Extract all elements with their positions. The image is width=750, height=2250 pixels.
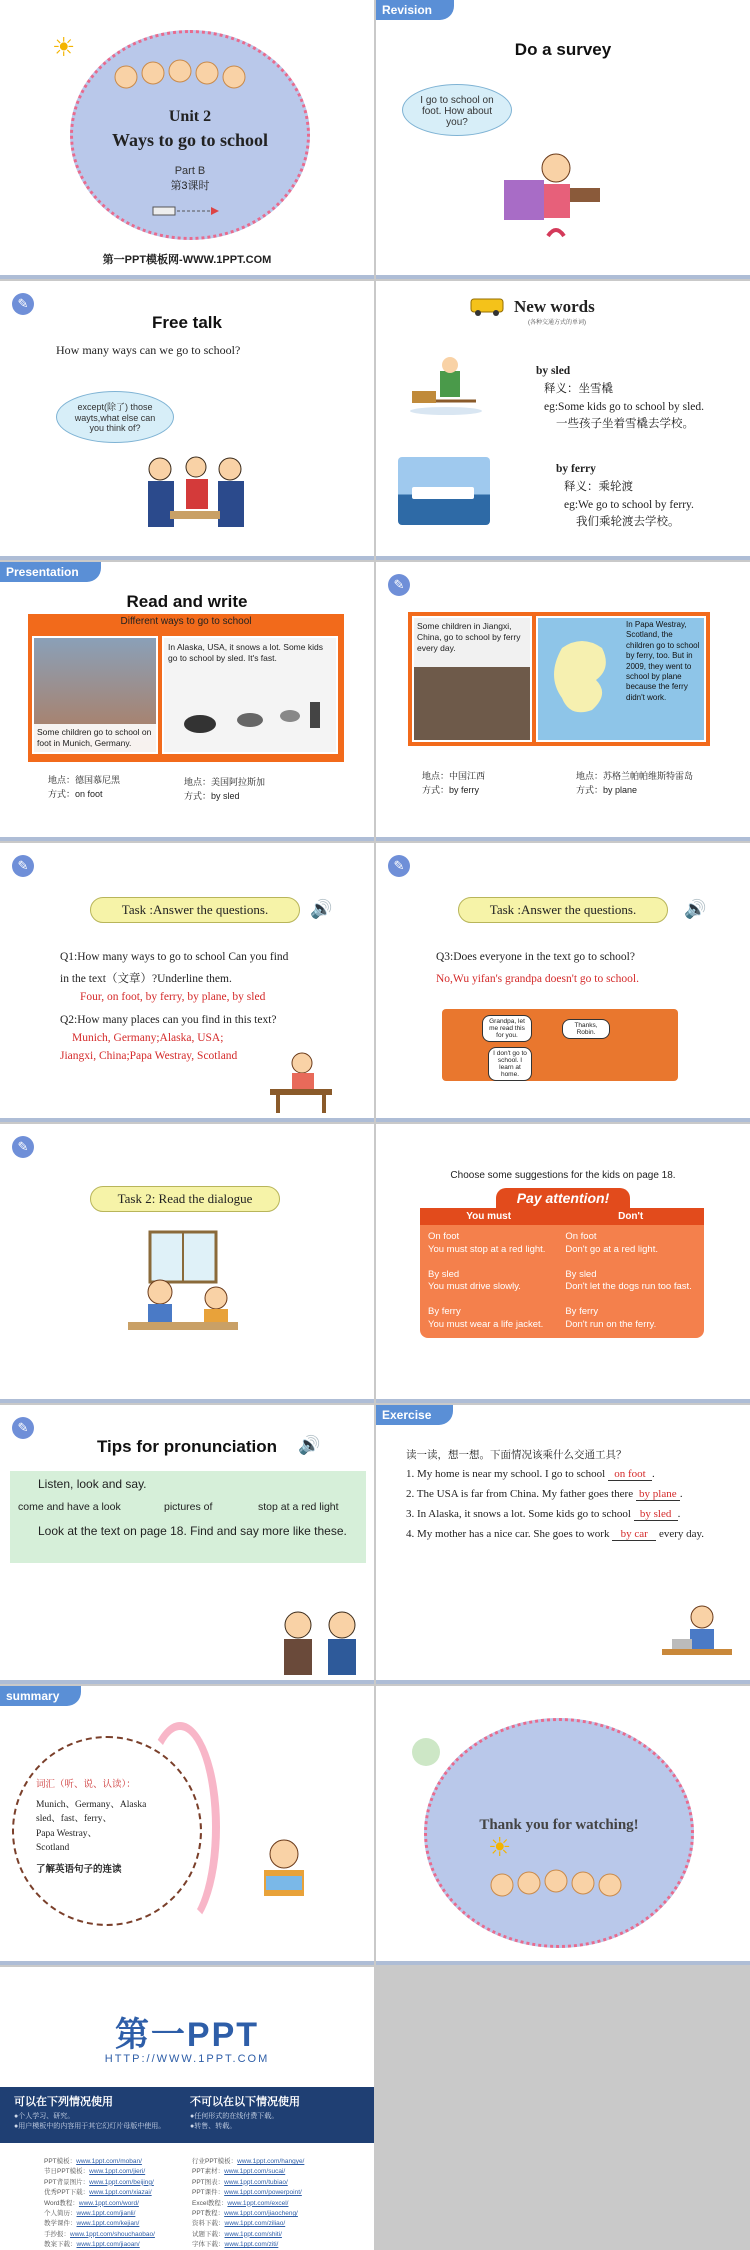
slide-free-talk [0,281,374,560]
slide-pronunciation [0,1405,374,1684]
link-row [44,2240,155,2250]
pay-instruction: Choose some suggestions for the kids on page 18. [450,1170,676,1181]
must-cell: By ferry You must wear a life jacket. [428,1306,544,1331]
student-desk-icon [266,1049,336,1115]
period-label: 第3课时 [170,180,210,192]
exercise-item: 1. My home is near my school. I go to school on foot . [406,1468,655,1480]
summary-line: Scotland [36,1842,70,1853]
free-talk-question: How many ways can we go to school? [56,343,241,357]
lesson-title: Ways to go to school [111,130,268,150]
divider [376,1399,750,1403]
link-url[interactable]: www.1ppt.com/tubiao/ [224,2178,288,2186]
speaker-icon[interactable]: 🔊 [298,1435,321,1455]
gear-icon: ✎ [12,1136,34,1158]
q1-text-cont: in the text（文章）?Underline them. [60,972,232,985]
ways-panel-title: Different ways to go to school [120,616,252,627]
cannot-use-item: ●转售、转载。 [190,2122,237,2130]
free-talk-title: Free talk [152,313,222,332]
ppt-logo: 第一PPT [114,2016,260,2054]
pay-table [420,1208,704,1338]
link-label: 优秀PPT下载： [44,2189,90,2197]
link-row [44,2219,155,2229]
scotland-map [536,616,706,742]
by-sled-translation: 一些孩子坐着雪橇去学校。 [556,418,694,431]
summary-tag: summary [0,1686,81,1706]
task1-label: Task :Answer the questions. [90,897,300,923]
link-label: 资料下载： [192,2220,225,2228]
link-url[interactable]: www.1ppt.com/sucai/ [224,2168,286,2176]
bubble-thanks: Thanks, Robin. [562,1019,610,1039]
q3-text: Q3:Does everyone in the text go to school? [436,951,635,963]
link-url[interactable]: www.1ppt.com/jieri/ [89,2168,146,2176]
kids-icon [111,55,261,95]
can-use-title: 可以在下列情况使用 [14,2096,113,2108]
link-label: Word教程： [44,2199,79,2207]
link-label: 行业PPT模板： [192,2158,238,2165]
dont-header: Don't [557,1208,704,1225]
pay-title: Pay attention! [496,1188,630,1208]
exercise-item: 3. In Alaska, it snows a lot. Some kids go to school by sled . [406,1508,681,1520]
summary-line: Munich、Germany、Alaska [36,1800,147,1810]
china-scotland-panel [408,612,710,746]
link-label: 试题下载： [192,2230,225,2238]
speaker-icon[interactable]: 🔊 [684,899,707,919]
scotland-place: 地点：苏格兰帕帕维斯特雷岛 [576,771,694,781]
by-ferry-example: eg:We go to school by ferry. [564,498,694,511]
link-label: PPT模板： [44,2158,77,2165]
slide-ppt-ad [0,1967,374,2250]
link-label: PPT教程： [192,2209,225,2217]
pencil-icon [151,201,221,221]
link-row [44,2230,155,2240]
a2-text-cont: Jiangxi, China;Papa Westray, Scotland [60,1050,238,1063]
link-url[interactable]: www.1ppt.com/excel/ [227,2199,289,2207]
link-row [192,2199,304,2209]
link-label: Excel教程： [192,2199,228,2207]
scotland-caption: In Papa Westray, Scotland, the children go to school by ferry, too. But in 2009, they went to school by plane because the ferry didn't work. [626,620,700,702]
slide-task2 [0,1124,374,1403]
pronunciation-strip [10,1471,366,1563]
divider [0,1961,374,1965]
task2-label: Task 2: Read the dialogue [90,1186,280,1212]
slide-cover [0,0,374,279]
link-url[interactable]: www.1ppt.com/powerpoint/ [224,2189,302,2197]
thanks-circle [424,1718,694,1948]
sled-dogs-icon [170,694,330,750]
cover-circle [70,30,310,240]
grandpa-photo [442,1009,678,1081]
divider [0,556,374,560]
ppt-url[interactable]: HTTP://WWW.1PPT.COM [104,2053,270,2065]
summary-line: sled、fast、ferry、 [36,1814,112,1825]
link-label: PPT课件： [192,2189,225,2197]
link-url[interactable]: www.1ppt.com/kejian/ [76,2220,140,2228]
link-url[interactable]: www.1ppt.com/jiaoan/ [76,2241,140,2249]
link-url[interactable]: www.1ppt.com/ziti/ [224,2241,279,2249]
link-row [192,2167,304,2177]
jiangxi-caption: Some children in Jiangxi, China, go to school by ferry every day. [417,621,521,654]
gear-icon: ✎ [388,574,410,596]
must-header: You must [420,1208,557,1225]
alaska-place: 地点：美国阿拉斯加 [184,777,266,787]
word-by-ferry: by ferry [556,463,596,475]
alaska-photo [162,636,338,754]
link-label: 教学课件： [44,2220,77,2228]
a3-text: No,Wu yifan's grandpa doesn't go to school. [436,972,639,985]
exercise-instruction: 读一读，想一想。下面情况该乘什么交通工具？ [406,1449,627,1461]
link-url[interactable]: www.1ppt.com/word/ [78,2199,139,2207]
link-label: 节日PPT模板： [44,2168,90,2176]
look-text: Look at the text on page 18. Find and say more like these. [38,1524,347,1538]
read-write-title: Read and write [126,592,248,611]
ways-panel [28,614,344,762]
part-label: Part B [174,165,206,177]
gear-icon: ✎ [12,293,34,315]
teachers-icon [276,1605,366,1677]
classroom-icon [120,1228,250,1348]
exercise-tag: Exercise [376,1405,453,1425]
pronunciation-title: Tips for pronunciation [96,1437,278,1456]
reading-girl-icon [244,1836,324,1908]
summary-heading: 词汇（听、说、认读）： [36,1779,136,1790]
presentation-tag: Presentation [0,562,101,582]
cover-footer: 第一PPT模板网-WWW.1PPT.COM [102,254,272,266]
unit-label: Unit 2 [168,108,212,125]
link-row [192,2240,304,2250]
link-row [44,2188,155,2198]
link-row [44,2178,155,2188]
q1-text: Q1:How many ways to go to school Can you find [60,951,289,963]
divider [0,1399,374,1403]
slide-revision [376,0,750,279]
summary-line: 了解英语句子的连读 [36,1865,122,1875]
sun-icon: ☀ [488,1832,512,1862]
divider [376,1118,750,1122]
bubble-read: Grandpa, let me read this for you. [482,1015,532,1042]
speaker-icon[interactable]: 🔊 [310,899,333,919]
phrase-stop: stop at a red light [258,1501,339,1513]
link-row [44,2199,155,2209]
links-right [192,2157,304,2250]
gear-icon: ✎ [388,855,410,877]
link-url[interactable]: www.1ppt.com/xiazai/ [89,2189,152,2197]
gear-icon: ✎ [12,855,34,877]
dont-cell: By ferry Don't run on the ferry. [565,1306,657,1331]
slide-summary [0,1686,374,1965]
decor-circle [412,1738,440,1766]
can-use-item: ●个人学习、研究。 [14,2113,75,2120]
link-row [192,2209,304,2219]
cannot-use-title: 不可以在以下情况使用 [190,2096,300,2108]
alaska-caption: In Alaska, USA, it snows a lot. Some kids go to school by sled. It's fast. [168,642,323,664]
answer-blank[interactable]: by plane [636,1489,680,1501]
divider [0,837,374,841]
summary-line: Papa Westray、 [36,1828,98,1839]
link-url[interactable]: www.1ppt.com/shouchaobao/ [70,2230,155,2238]
phrase-come: come and have a look [18,1501,121,1513]
slide-read-write [0,562,374,841]
link-url[interactable]: www.1ppt.com/ziliao/ [224,2220,286,2228]
link-row [192,2230,304,2240]
divider [0,275,374,279]
jiangxi-place: 地点：中国江西 [422,771,486,781]
gear-icon: ✎ [12,1417,34,1439]
link-label: PPT图表： [192,2178,225,2186]
a1-text: Four, on foot, by ferry, by plane, by sled [80,990,266,1003]
link-url[interactable]: www.1ppt.com/jiaocheng/ [224,2209,298,2217]
link-row [192,2219,304,2229]
link-label: 手抄报： [44,2230,70,2238]
link-label: 教案下载： [44,2241,77,2249]
jiangxi-way: 方式：by ferry [422,784,480,795]
bubble-learn: I don't go to school. I learn at home. [488,1047,532,1081]
sled-icon [406,351,486,417]
dont-cell: On foot Don't go at a red light. [565,1231,658,1255]
munich-place: 地点：德国慕尼黑 [48,775,121,785]
dont-cell: By sled Don't let the dogs run too fast. [565,1268,692,1293]
scotland-way: 方式：by plane [576,784,638,795]
bus-icon [470,297,504,317]
thanks-text: Thank you for watching! [479,1817,639,1833]
must-cell: By sled You must drive slowly. [428,1268,521,1293]
q2-text: Q2:How many places can you find in this text? [60,1014,277,1027]
by-ferry-translation: 我们乘轮渡去学校。 [576,516,680,529]
link-url[interactable]: www.1ppt.com/shiti/ [224,2230,282,2238]
listen-label: Listen, look and say. [38,1477,147,1491]
new-words-subtitle: (各种交通方式的单词) [528,320,586,326]
sun-icon: ☀ [52,32,76,62]
divider [376,837,750,841]
link-url[interactable]: www.1ppt.com/jianli/ [76,2209,136,2217]
link-url[interactable]: www.1ppt.com/hangye/ [237,2158,305,2165]
link-label: PPT素材： [192,2168,225,2176]
free-talk-bubble: except(除了) those wayts,what else can you think of? [56,391,174,443]
link-url[interactable]: www.1ppt.com/moban/ [76,2158,142,2165]
slide-thanks [376,1686,750,1965]
kids-icon [487,1867,637,1903]
divider [0,1680,374,1684]
divider [376,556,750,560]
divider [0,1118,374,1122]
new-words-title: New words [514,297,595,316]
summary-box [12,1736,202,1926]
jiangxi-photo [412,616,532,742]
link-url[interactable]: www.1ppt.com/beijing/ [89,2178,154,2186]
exercise-item: 2. The USA is far from China. My father goes there by plane . [406,1488,683,1500]
munich-caption: Some children go to school on foot in Munich, Germany. [34,724,156,752]
task1b-label: Task :Answer the questions. [458,897,668,923]
munich-photo [32,636,158,754]
survey-bubble: I go to school on foot. How about you? [402,84,512,136]
link-row [192,2157,304,2167]
links-left [44,2157,155,2250]
by-sled-example: eg:Some kids go to school by sled. [544,400,705,413]
slide-task1 [0,843,374,1122]
link-row [192,2188,304,2198]
link-row [192,2178,304,2188]
word-by-sled: by sled [536,365,571,377]
exercise-item: 4. My mother has a nice car. She goes to work by car every day. [406,1528,705,1540]
slide-exercise [376,1405,750,1684]
answer-blank[interactable]: on foot [608,1469,652,1481]
slide-china-scotland [376,562,750,841]
cannot-use-item: ●任何形式的在线付费下载。 [190,2113,279,2120]
must-cell: On foot You must stop at a red light. [428,1231,546,1255]
slide-task1b [376,843,750,1122]
girl-desk-icon [494,140,604,250]
by-sled-meaning: 释义：坐雪橇 [544,382,613,395]
link-row [44,2209,155,2219]
phrase-pictures: pictures of [164,1501,213,1513]
munich-way: 方式：on foot [48,788,103,799]
link-row [44,2157,155,2167]
slide-pay-attention [376,1124,750,1403]
alaska-way: 方式：by sled [184,790,240,801]
a2-text: Munich, Germany;Alaska, USA; [72,1032,224,1045]
can-use-item: ●用户模板中的内容用于其它幻灯片母版中使用。 [14,2122,166,2130]
divider [376,275,750,279]
island-map-icon [542,628,630,728]
revision-tag: Revision [376,0,454,20]
answer-blank[interactable]: by sled [634,1509,678,1521]
answer-blank[interactable]: by car [612,1529,656,1541]
usage-band [0,2087,374,2143]
divider [376,1680,750,1684]
by-ferry-meaning: 释义：乘轮渡 [564,480,633,493]
link-label: PPT背景图片： [44,2178,90,2186]
divider [376,1961,750,1965]
link-row [44,2167,155,2177]
link-label: 字体下载： [192,2241,225,2249]
boy-laptop-icon [658,1601,738,1673]
ferry-photo [398,457,490,525]
slide-new-words [376,281,750,560]
revision-title: Do a survey [514,40,612,59]
family-icon [130,451,260,551]
link-label: 个人简历： [44,2209,77,2217]
